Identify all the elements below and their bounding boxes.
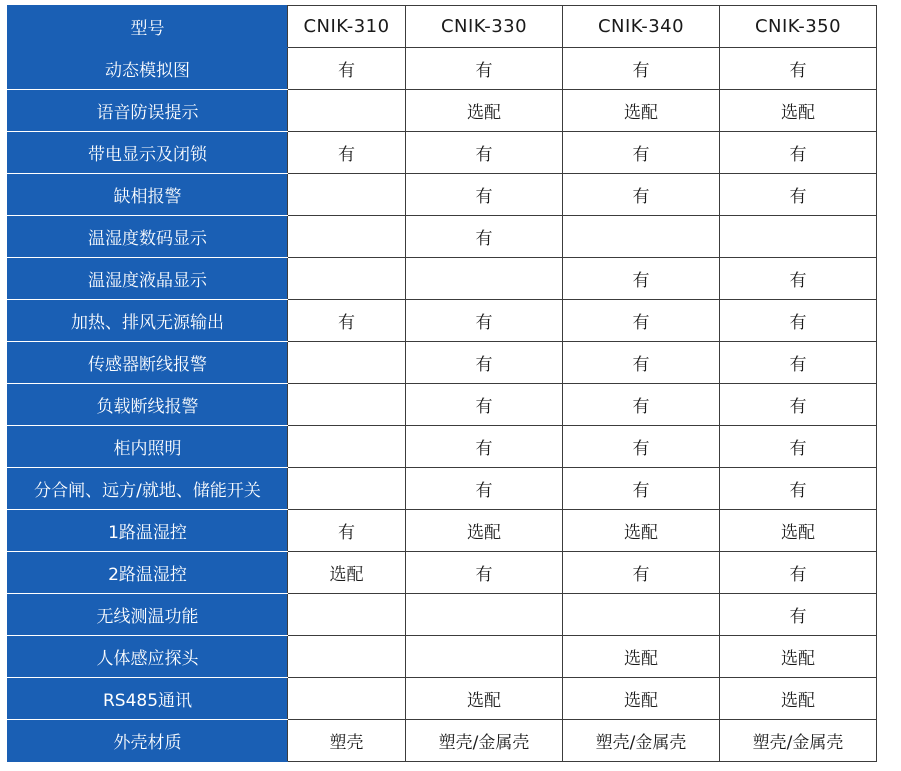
table-row bbox=[8, 426, 877, 468]
model-name-cnik-330: CNIK-330 bbox=[406, 6, 563, 48]
table-row bbox=[8, 48, 877, 90]
feature-value-cell: 选配 bbox=[563, 90, 720, 132]
feature-value-cell: 有 bbox=[288, 132, 406, 174]
model-header-label: 型号 bbox=[8, 6, 288, 48]
table-row bbox=[8, 510, 877, 552]
feature-value-cell: 塑壳/金属壳 bbox=[720, 720, 877, 762]
feature-value-cell: 有 bbox=[720, 132, 877, 174]
feature-label: 负载断线报警 bbox=[8, 384, 288, 426]
feature-value-cell: 有 bbox=[406, 552, 563, 594]
feature-value-cell bbox=[406, 258, 563, 300]
feature-value-cell: 有 bbox=[406, 132, 563, 174]
feature-value-cell: 有 bbox=[406, 174, 563, 216]
feature-value-cell: 有 bbox=[406, 216, 563, 258]
feature-value-cell: 选配 bbox=[288, 552, 406, 594]
feature-value-cell: 有 bbox=[720, 426, 877, 468]
table-row bbox=[8, 636, 877, 678]
feature-value-cell: 选配 bbox=[720, 678, 877, 720]
feature-value-cell: 有 bbox=[563, 300, 720, 342]
feature-label: 温湿度数码显示 bbox=[8, 216, 288, 258]
feature-value-cell bbox=[288, 342, 406, 384]
feature-value-cell: 有 bbox=[563, 132, 720, 174]
feature-label: 无线测温功能 bbox=[8, 594, 288, 636]
feature-value-cell: 有 bbox=[720, 300, 877, 342]
feature-label: 人体感应探头 bbox=[8, 636, 288, 678]
model-name-cnik-350: CNIK-350 bbox=[720, 6, 877, 48]
feature-value-cell bbox=[288, 426, 406, 468]
feature-value-cell: 有 bbox=[288, 510, 406, 552]
feature-value-cell: 有 bbox=[563, 174, 720, 216]
table-row bbox=[8, 174, 877, 216]
feature-value-cell bbox=[720, 216, 877, 258]
feature-value-cell: 有 bbox=[563, 468, 720, 510]
feature-value-cell bbox=[563, 216, 720, 258]
feature-value-cell: 有 bbox=[720, 258, 877, 300]
feature-value-cell: 有 bbox=[720, 384, 877, 426]
feature-value-cell: 有 bbox=[563, 426, 720, 468]
feature-value-cell bbox=[563, 594, 720, 636]
feature-value-cell: 有 bbox=[563, 552, 720, 594]
feature-label: 带电显示及闭锁 bbox=[8, 132, 288, 174]
feature-value-cell bbox=[288, 90, 406, 132]
feature-value-cell: 有 bbox=[720, 552, 877, 594]
feature-label: 柜内照明 bbox=[8, 426, 288, 468]
table-row bbox=[8, 300, 877, 342]
feature-value-cell bbox=[288, 384, 406, 426]
table-row bbox=[8, 384, 877, 426]
table-row bbox=[8, 552, 877, 594]
feature-value-cell: 有 bbox=[563, 342, 720, 384]
table-row bbox=[8, 216, 877, 258]
feature-label: 加热、排风无源输出 bbox=[8, 300, 288, 342]
spec-comparison-table bbox=[7, 5, 877, 762]
feature-label: 动态模拟图 bbox=[8, 48, 288, 90]
feature-value-cell bbox=[288, 468, 406, 510]
feature-value-cell: 有 bbox=[720, 174, 877, 216]
feature-label: RS485通讯 bbox=[8, 678, 288, 720]
feature-value-cell: 有 bbox=[563, 48, 720, 90]
feature-value-cell: 有 bbox=[563, 258, 720, 300]
feature-value-cell: 选配 bbox=[563, 678, 720, 720]
feature-value-cell: 有 bbox=[720, 48, 877, 90]
feature-label: 传感器断线报警 bbox=[8, 342, 288, 384]
feature-value-cell: 有 bbox=[406, 300, 563, 342]
feature-value-cell bbox=[288, 678, 406, 720]
feature-label: 分合闸、远方/就地、储能开关 bbox=[8, 468, 288, 510]
table-row bbox=[8, 342, 877, 384]
feature-value-cell: 有 bbox=[720, 342, 877, 384]
feature-value-cell bbox=[406, 636, 563, 678]
feature-value-cell: 有 bbox=[406, 384, 563, 426]
table-row bbox=[8, 720, 877, 762]
feature-label: 温湿度液晶显示 bbox=[8, 258, 288, 300]
feature-value-cell: 选配 bbox=[563, 510, 720, 552]
feature-value-cell: 有 bbox=[406, 342, 563, 384]
table-row bbox=[8, 258, 877, 300]
feature-value-cell: 有 bbox=[720, 594, 877, 636]
feature-value-cell bbox=[288, 174, 406, 216]
model-name-cnik-340: CNIK-340 bbox=[563, 6, 720, 48]
feature-label: 1路温湿控 bbox=[8, 510, 288, 552]
table-row bbox=[8, 594, 877, 636]
feature-label: 外壳材质 bbox=[8, 720, 288, 762]
feature-value-cell bbox=[406, 594, 563, 636]
feature-value-cell: 有 bbox=[406, 48, 563, 90]
feature-value-cell: 选配 bbox=[720, 510, 877, 552]
feature-value-cell: 选配 bbox=[406, 90, 563, 132]
spec-table-body bbox=[8, 48, 877, 762]
feature-value-cell: 选配 bbox=[720, 636, 877, 678]
feature-value-cell: 选配 bbox=[406, 510, 563, 552]
feature-label: 缺相报警 bbox=[8, 174, 288, 216]
feature-label: 语音防误提示 bbox=[8, 90, 288, 132]
feature-value-cell bbox=[288, 216, 406, 258]
feature-value-cell: 选配 bbox=[406, 678, 563, 720]
feature-value-cell: 有 bbox=[720, 468, 877, 510]
feature-value-cell bbox=[288, 636, 406, 678]
model-name-cnik-310: CNIK-310 bbox=[288, 6, 406, 48]
feature-value-cell: 有 bbox=[406, 426, 563, 468]
header-row bbox=[8, 6, 877, 48]
feature-value-cell: 有 bbox=[406, 468, 563, 510]
table-row bbox=[8, 468, 877, 510]
table-row bbox=[8, 132, 877, 174]
feature-value-cell: 有 bbox=[288, 300, 406, 342]
feature-value-cell: 塑壳 bbox=[288, 720, 406, 762]
feature-value-cell bbox=[288, 594, 406, 636]
feature-label: 2路温湿控 bbox=[8, 552, 288, 594]
table-row bbox=[8, 678, 877, 720]
feature-value-cell: 选配 bbox=[563, 636, 720, 678]
feature-value-cell: 塑壳/金属壳 bbox=[406, 720, 563, 762]
feature-value-cell: 选配 bbox=[720, 90, 877, 132]
feature-value-cell: 塑壳/金属壳 bbox=[563, 720, 720, 762]
feature-value-cell bbox=[288, 258, 406, 300]
feature-value-cell: 有 bbox=[563, 384, 720, 426]
table-row bbox=[8, 90, 877, 132]
feature-value-cell: 有 bbox=[288, 48, 406, 90]
